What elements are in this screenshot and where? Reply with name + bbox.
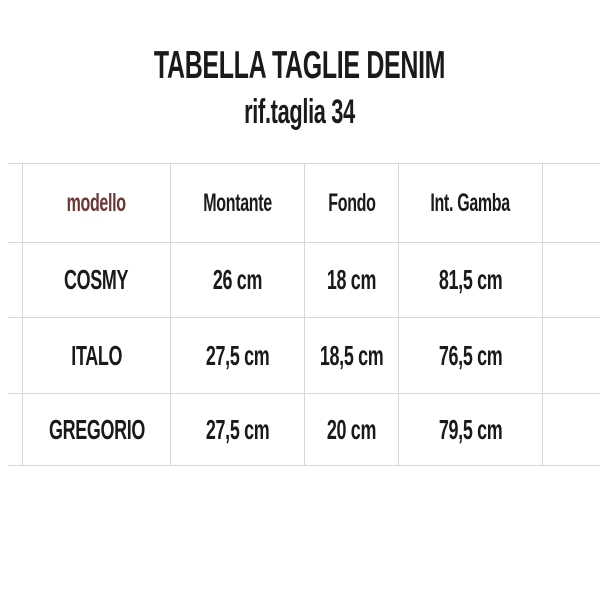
cell-int-gamba: 81,5 cm bbox=[398, 242, 542, 317]
header-cell-modello: modello bbox=[22, 163, 170, 242]
cell-fondo: 20 cm bbox=[304, 393, 398, 466]
cell-montante: 26 cm bbox=[170, 242, 304, 317]
page-header bbox=[0, 46, 600, 129]
grid-spacer bbox=[8, 242, 22, 317]
cell-model: GREGORIO bbox=[22, 393, 170, 466]
size-table bbox=[8, 163, 600, 466]
grid-spacer bbox=[542, 163, 600, 242]
cell-fondo: 18,5 cm bbox=[304, 317, 398, 393]
page-title: TABELLA TAGLIE DENIM bbox=[154, 44, 446, 87]
grid-spacer bbox=[542, 317, 600, 393]
cell-montante: 27,5 cm bbox=[170, 317, 304, 393]
cell-int-gamba: 79,5 cm bbox=[398, 393, 542, 466]
grid-spacer bbox=[542, 242, 600, 317]
grid-spacer bbox=[8, 163, 22, 242]
header-cell-montante: Montante bbox=[170, 163, 304, 242]
cell-model: COSMY bbox=[22, 242, 170, 317]
cell-montante: 27,5 cm bbox=[170, 393, 304, 466]
header-cell-fondo: Fondo bbox=[304, 163, 398, 242]
grid-spacer bbox=[542, 393, 600, 466]
cell-int-gamba: 76,5 cm bbox=[398, 317, 542, 393]
grid-spacer bbox=[8, 317, 22, 393]
page-subtitle: rif.taglia 34 bbox=[244, 92, 356, 131]
header-cell-int-gamba: Int. Gamba bbox=[398, 163, 542, 242]
cell-model: ITALO bbox=[22, 317, 170, 393]
cell-fondo: 18 cm bbox=[304, 242, 398, 317]
grid-spacer bbox=[8, 393, 22, 466]
